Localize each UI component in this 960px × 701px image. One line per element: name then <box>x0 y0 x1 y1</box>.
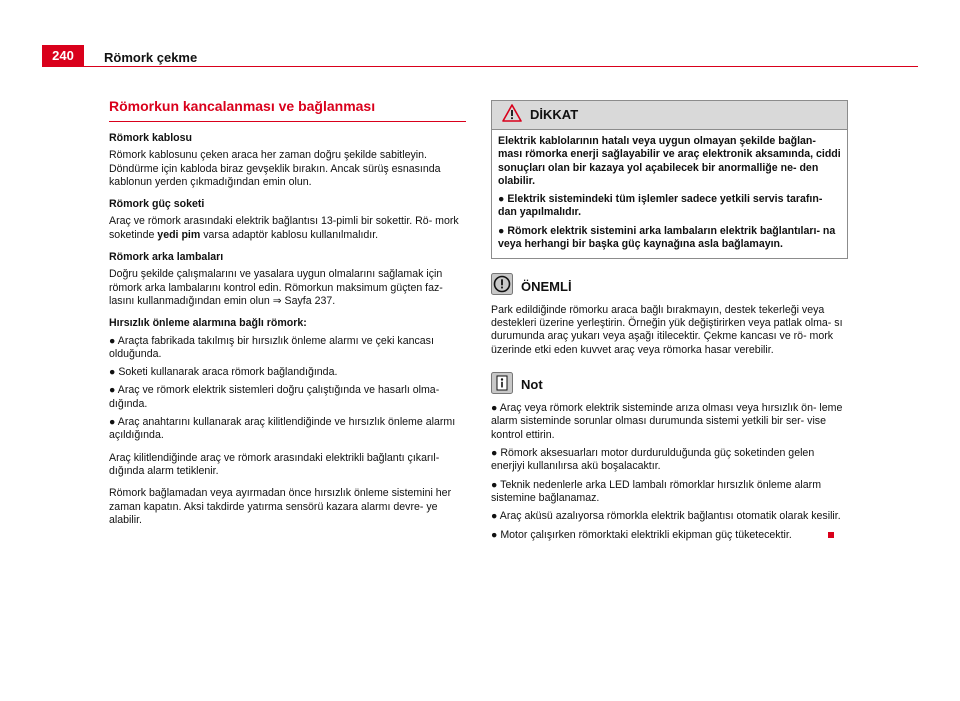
end-of-section-mark <box>828 532 834 538</box>
important-title: ÖNEMLİ <box>521 278 572 294</box>
socket-text-bold: yedi pim <box>157 228 201 241</box>
note-header <box>491 372 848 398</box>
important-header <box>491 273 848 299</box>
lights-heading: Römork arka lambaları <box>109 251 224 264</box>
alarm-para-2: Römork bağlamadan veya ayırmadan önce hırsızlık önleme sistemini her zaman kapatın. Aksi takdirde yatırma sensörü kazara alarmı devre- ye alabilir. <box>109 487 452 526</box>
warning-bullet: ● Römork elektrik sistemini arka lambaların elektrik bağlantıları- na veya herhangi bir başka güç kaynağına asla bağlamayın. <box>498 224 836 251</box>
important-text: Park edildiğinde römorku araca bağlı bırakmayın, destek tekerleği veya destekleri üzerine yerleştirin. Örneğin yük değiştirirken veya patlak olma- sı durumunda araç yukarı veya aşağı itilecektir. Çekme kancası ve rö- mork üzerinde etki eden kuvvet araç veya römorka hasar verebilir. <box>491 303 843 356</box>
note-bullet: ● Araç veya römork elektrik sisteminde arıza olması veya hırsızlık ön- leme alarm sisteminde sorunlar olması durumunda sistemi yetkili bir ser- vise kontrol ettirin. <box>491 402 843 441</box>
lights-text: Doğru şekilde çalışmalarını ve yasalara uygun olmalarını sağlamak için römork arka lambalarını kontrol edin. Römorkun maksimum güçten faz- lasını kullanmadığından emin olun ⇒ Sayfa 237. <box>109 268 443 307</box>
alarm-bullet: ● Soketi kullanarak araca römork bağlandığında. <box>109 366 338 379</box>
page-number: 240 <box>42 45 84 67</box>
note-bullet: ● Römork aksesuarları motor durdurulduğunda güç soketinden gelen enerjiyi kullanılırsa akü boşalacaktır. <box>491 447 815 473</box>
socket-text-before: Araç ve römork arasındaki elektrik bağlantısı 13-pimli bir sokettir. Rö- mork soketinde <box>109 215 459 241</box>
alarm-bullet: ● Araçta fabrikada takılmış bir hırsızlık önleme alarmı ve çeki kancası olduğunda. <box>109 334 434 360</box>
header-rule <box>42 66 918 67</box>
alarm-para-1: Araç kilitlendiğinde araç ve römork arasındaki elektrikli bağlantı çıkarıl- dığında alarm tetiklenir. <box>109 451 440 477</box>
section-title: Römorkun kancalanması ve bağlanması <box>109 98 466 122</box>
attention-circle-icon <box>491 273 513 299</box>
note-bullet: ● Motor çalışırken römorktaki elektrikli ekipman güç tüketecektir. <box>491 528 792 541</box>
info-note-icon <box>491 372 513 398</box>
left-column <box>109 98 466 536</box>
note-bullet: ● Araç aküsü azalıyorsa römorkla elektrik bağlantısı otomatik olarak kesilir. <box>491 510 841 523</box>
cable-text: Römork kablosunu çeken araca her zaman doğru şekilde sabitleyin. Döndürme için kabloda biraz gevşeklik bırakın. Ancak sürüş esnasında kablonun yerden çıkmadığından emin olun. <box>109 149 441 188</box>
chapter-title: Römork çekme <box>104 50 198 65</box>
alarm-bullet: ● Araç anahtarını kullanarak araç kilitlendiğinde ve hırsızlık önleme alarmı açıldığında. <box>109 416 456 442</box>
alarm-heading: Hırsızlık önleme alarmına bağlı römork: <box>109 317 307 330</box>
warning-bullet: ● Elektrik sistemindeki tüm işlemler sadece yetkili servis tarafın- dan yapılmalıdır. <box>498 193 823 219</box>
note-title: Not <box>521 377 543 393</box>
warning-header <box>492 101 847 130</box>
warning-title: DİKKAT <box>530 107 579 123</box>
warning-body <box>492 130 847 258</box>
right-column <box>491 100 848 547</box>
socket-text-after: varsa adaptör kablosu kullanılmalıdır. <box>200 228 379 241</box>
note-bullet-last <box>491 529 848 542</box>
note-bullet: ● Teknik nedenlerle arka LED lambalı römorklar hırsızlık önleme alarm sistemine bağlanamaz. <box>491 478 822 504</box>
socket-heading: Römork güç soketi <box>109 198 205 211</box>
alarm-bullet: ● Araç ve römork elektrik sistemleri doğru çalıştığında ve hasarlı olma- dığında. <box>109 384 440 410</box>
socket-text <box>109 215 466 242</box>
cable-heading: Römork kablosu <box>109 132 193 144</box>
warning-box <box>491 100 848 259</box>
warning-text: Elektrik kablolarının hatalı veya uygun olmayan şekilde bağlan- ması römorka enerji sağlayabilir ve araç elektronik aksamında, ciddi sonuçları olan bir kazaya yol açabilecek bir anormalliğe ne- den olabilir. <box>498 135 841 187</box>
warning-triangle-icon <box>502 104 522 126</box>
